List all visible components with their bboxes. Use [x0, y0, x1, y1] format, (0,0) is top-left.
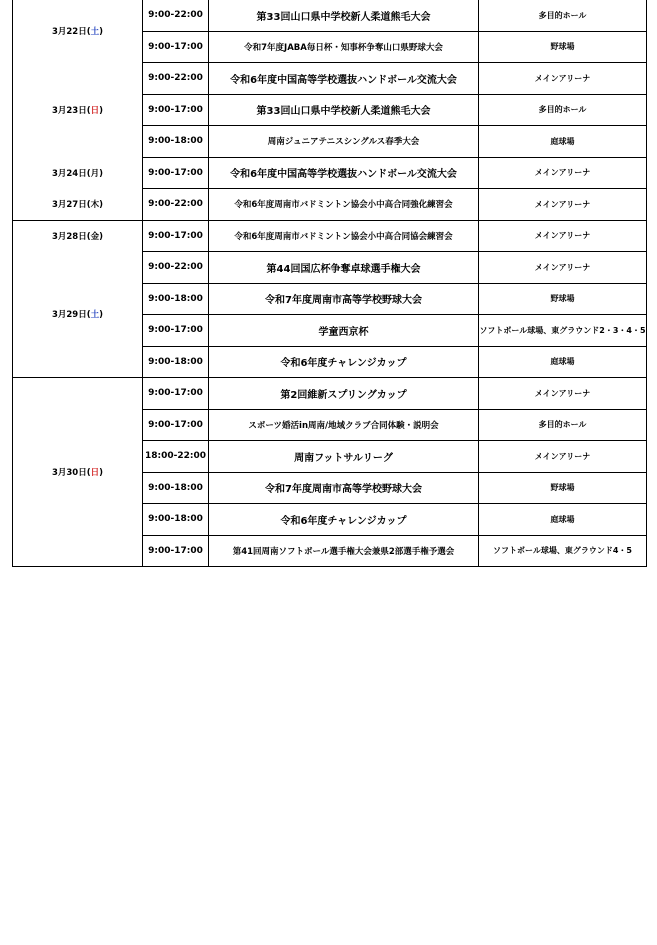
event-name: 第33回山口県中学校新人柔道熊毛大会	[209, 0, 479, 31]
table-row	[13, 252, 647, 284]
event-name: 令和6年度チャレンジカップ	[209, 504, 479, 536]
date-cell-mar28: 3月28日(金)	[13, 220, 143, 252]
time-cell: 9:00-18:00	[143, 346, 209, 378]
venue-name: メインアリーナ	[479, 441, 647, 473]
time-cell: 9:00-22:00	[143, 0, 209, 31]
venue-name: ソフトボール球場、東グラウンド4・5	[479, 535, 647, 567]
date-cell-mar22: 3月22日(土)	[13, 0, 143, 63]
event-name: 令和6年度周南市バドミントン協会小中高合同強化練習会	[209, 189, 479, 221]
venue-name: ソフトボール球場、東グラウンド2・3・4・5	[479, 315, 647, 347]
event-name: 第41回周南ソフトボール選手権大会兼県2部選手権予選会	[209, 535, 479, 567]
event-name: 令和7年度周南市高等学校野球大会	[209, 283, 479, 315]
event-schedule-table	[12, 0, 647, 567]
time-cell: 18:00-22:00	[143, 441, 209, 473]
time-cell: 9:00-17:00	[143, 315, 209, 347]
event-name: 令和6年度チャレンジカップ	[209, 346, 479, 378]
day-of-week: 土	[90, 27, 100, 38]
venue-name: 庭球場	[479, 346, 647, 378]
time-cell: 9:00-17:00	[143, 378, 209, 410]
venue-name: 庭球場	[479, 504, 647, 536]
time-cell: 9:00-22:00	[143, 63, 209, 95]
time-cell: 9:00-17:00	[143, 94, 209, 126]
event-name: 令和7年度周南市高等学校野球大会	[209, 472, 479, 504]
time-cell: 9:00-17:00	[143, 409, 209, 441]
venue-name: 庭球場	[479, 126, 647, 158]
venue-name: 野球場	[479, 31, 647, 63]
event-name: 第2回維新スプリングカップ	[209, 378, 479, 410]
event-name: 学童西京杯	[209, 315, 479, 347]
venue-name: メインアリーナ	[479, 220, 647, 252]
date-cell-mar30: 3月30日(日)	[13, 378, 143, 567]
time-cell: 9:00-18:00	[143, 504, 209, 536]
time-cell: 9:00-18:00	[143, 283, 209, 315]
table-row	[13, 220, 647, 252]
table-row	[13, 63, 647, 95]
date-cell-mar27: 3月27日(木)	[13, 189, 143, 221]
day-of-week: 月	[90, 168, 100, 179]
event-name: 第44回国広杯争奪卓球選手権大会	[209, 252, 479, 284]
time-cell: 9:00-17:00	[143, 535, 209, 567]
table-row	[13, 189, 647, 221]
venue-name: 野球場	[479, 283, 647, 315]
time-cell: 9:00-18:00	[143, 472, 209, 504]
table-row	[13, 0, 647, 31]
event-name: 周南フットサルリーグ	[209, 441, 479, 473]
event-name: 令和6年度周南市バドミントン協会小中高合同協会練習会	[209, 220, 479, 252]
venue-name: メインアリーナ	[479, 63, 647, 95]
date-cell-mar24: 3月24日(月)	[13, 157, 143, 189]
day-of-week: 日	[90, 105, 100, 116]
table-row	[13, 157, 647, 189]
time-cell: 9:00-22:00	[143, 252, 209, 284]
time-cell: 9:00-22:00	[143, 189, 209, 221]
day-of-week: 日	[90, 468, 100, 478]
event-name: 第33回山口県中学校新人柔道熊毛大会	[209, 94, 479, 126]
venue-name: 野球場	[479, 472, 647, 504]
venue-name: メインアリーナ	[479, 189, 647, 221]
date-cell-mar23: 3月23日(日)	[13, 63, 143, 158]
event-name: 令和6年度中国高等学校選抜ハンドボール交流大会	[209, 157, 479, 189]
table-row	[13, 378, 647, 410]
venue-name: メインアリーナ	[479, 378, 647, 410]
venue-name: 多目的ホール	[479, 0, 647, 31]
time-cell: 9:00-17:00	[143, 220, 209, 252]
time-cell: 9:00-18:00	[143, 126, 209, 158]
day-of-week: 金	[90, 232, 100, 242]
event-name: 令和7年度JABA毎日杯・知事杯争奪山口県野球大会	[209, 31, 479, 63]
event-name: 周南ジュニアテニスシングルス春季大会	[209, 126, 479, 158]
day-of-week: 土	[90, 310, 100, 321]
date-cell-mar29: 3月29日(土)	[13, 252, 143, 378]
day-of-week: 木	[90, 200, 100, 210]
time-cell: 9:00-17:00	[143, 31, 209, 63]
time-cell: 9:00-17:00	[143, 157, 209, 189]
venue-name: メインアリーナ	[479, 157, 647, 189]
event-name: スポーツ婚活in周南/地域クラブ合同体験・説明会	[209, 409, 479, 441]
venue-name: 多目的ホール	[479, 409, 647, 441]
event-name: 令和6年度中国高等学校選抜ハンドボール交流大会	[209, 63, 479, 95]
venue-name: 多目的ホール	[479, 94, 647, 126]
venue-name: メインアリーナ	[479, 252, 647, 284]
